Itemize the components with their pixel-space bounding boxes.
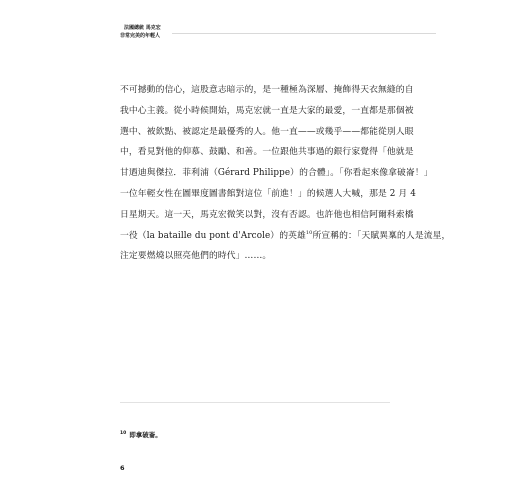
body-line-1: 不可撼動的信心，這股意志暗示的，是一種極為深層、掩飾得天衣無縫的自	[120, 85, 414, 95]
page-number: 6	[120, 464, 125, 472]
body-line-9: 注定要燃燒以照亮他們的時代」……。	[120, 251, 272, 262]
body-line-3: 選中、被欽點、被認定是最優秀的人。他一直——或幾乎——都能從別人眼	[120, 126, 414, 137]
body-line-2: 我中心主義。從小時候開始，馬克宏就一直是大家的最愛，一直都是那個被	[120, 105, 414, 116]
body-line-5: 甘迺迪與傑拉．菲利浦（Gérard Philippe）的合體」。「你看起來像拿破崙！」	[120, 168, 433, 179]
footnote-text: 即拿破崙。	[129, 431, 162, 439]
running-head	[120, 24, 161, 40]
body-line-8-start: 一役（la bataille du pont d'Arcole）的英雄	[120, 230, 306, 241]
body-line-6: 一位年輕女性在圖畢度圖書館對這位「前進！」的候選人大喊，那是 2 月 4	[120, 188, 416, 199]
footnote-divider	[120, 402, 390, 403]
body-line-8	[120, 226, 451, 247]
footnote-mark: 10	[120, 430, 127, 436]
footnote-reference: 10	[305, 229, 313, 236]
running-head-title: 法國總統 馬克宏	[124, 25, 161, 31]
header-divider	[172, 33, 436, 34]
body-line-7: 日星期天。這一天，馬克宏微笑以對，沒有否認。也許他也相信阿爾科索橋	[120, 209, 414, 220]
body-line-4: 中，看見對他的仰慕、鼓勵、和善。一位跟他共事過的銀行家覺得「他就是	[120, 147, 414, 158]
running-head-subtitle: 非常完美的年輕人	[120, 33, 161, 39]
body-line-8-end: 所宣稱的：「天賦異稟的人是流星，	[312, 230, 451, 241]
footnote	[120, 430, 162, 439]
body-text	[120, 80, 451, 267]
